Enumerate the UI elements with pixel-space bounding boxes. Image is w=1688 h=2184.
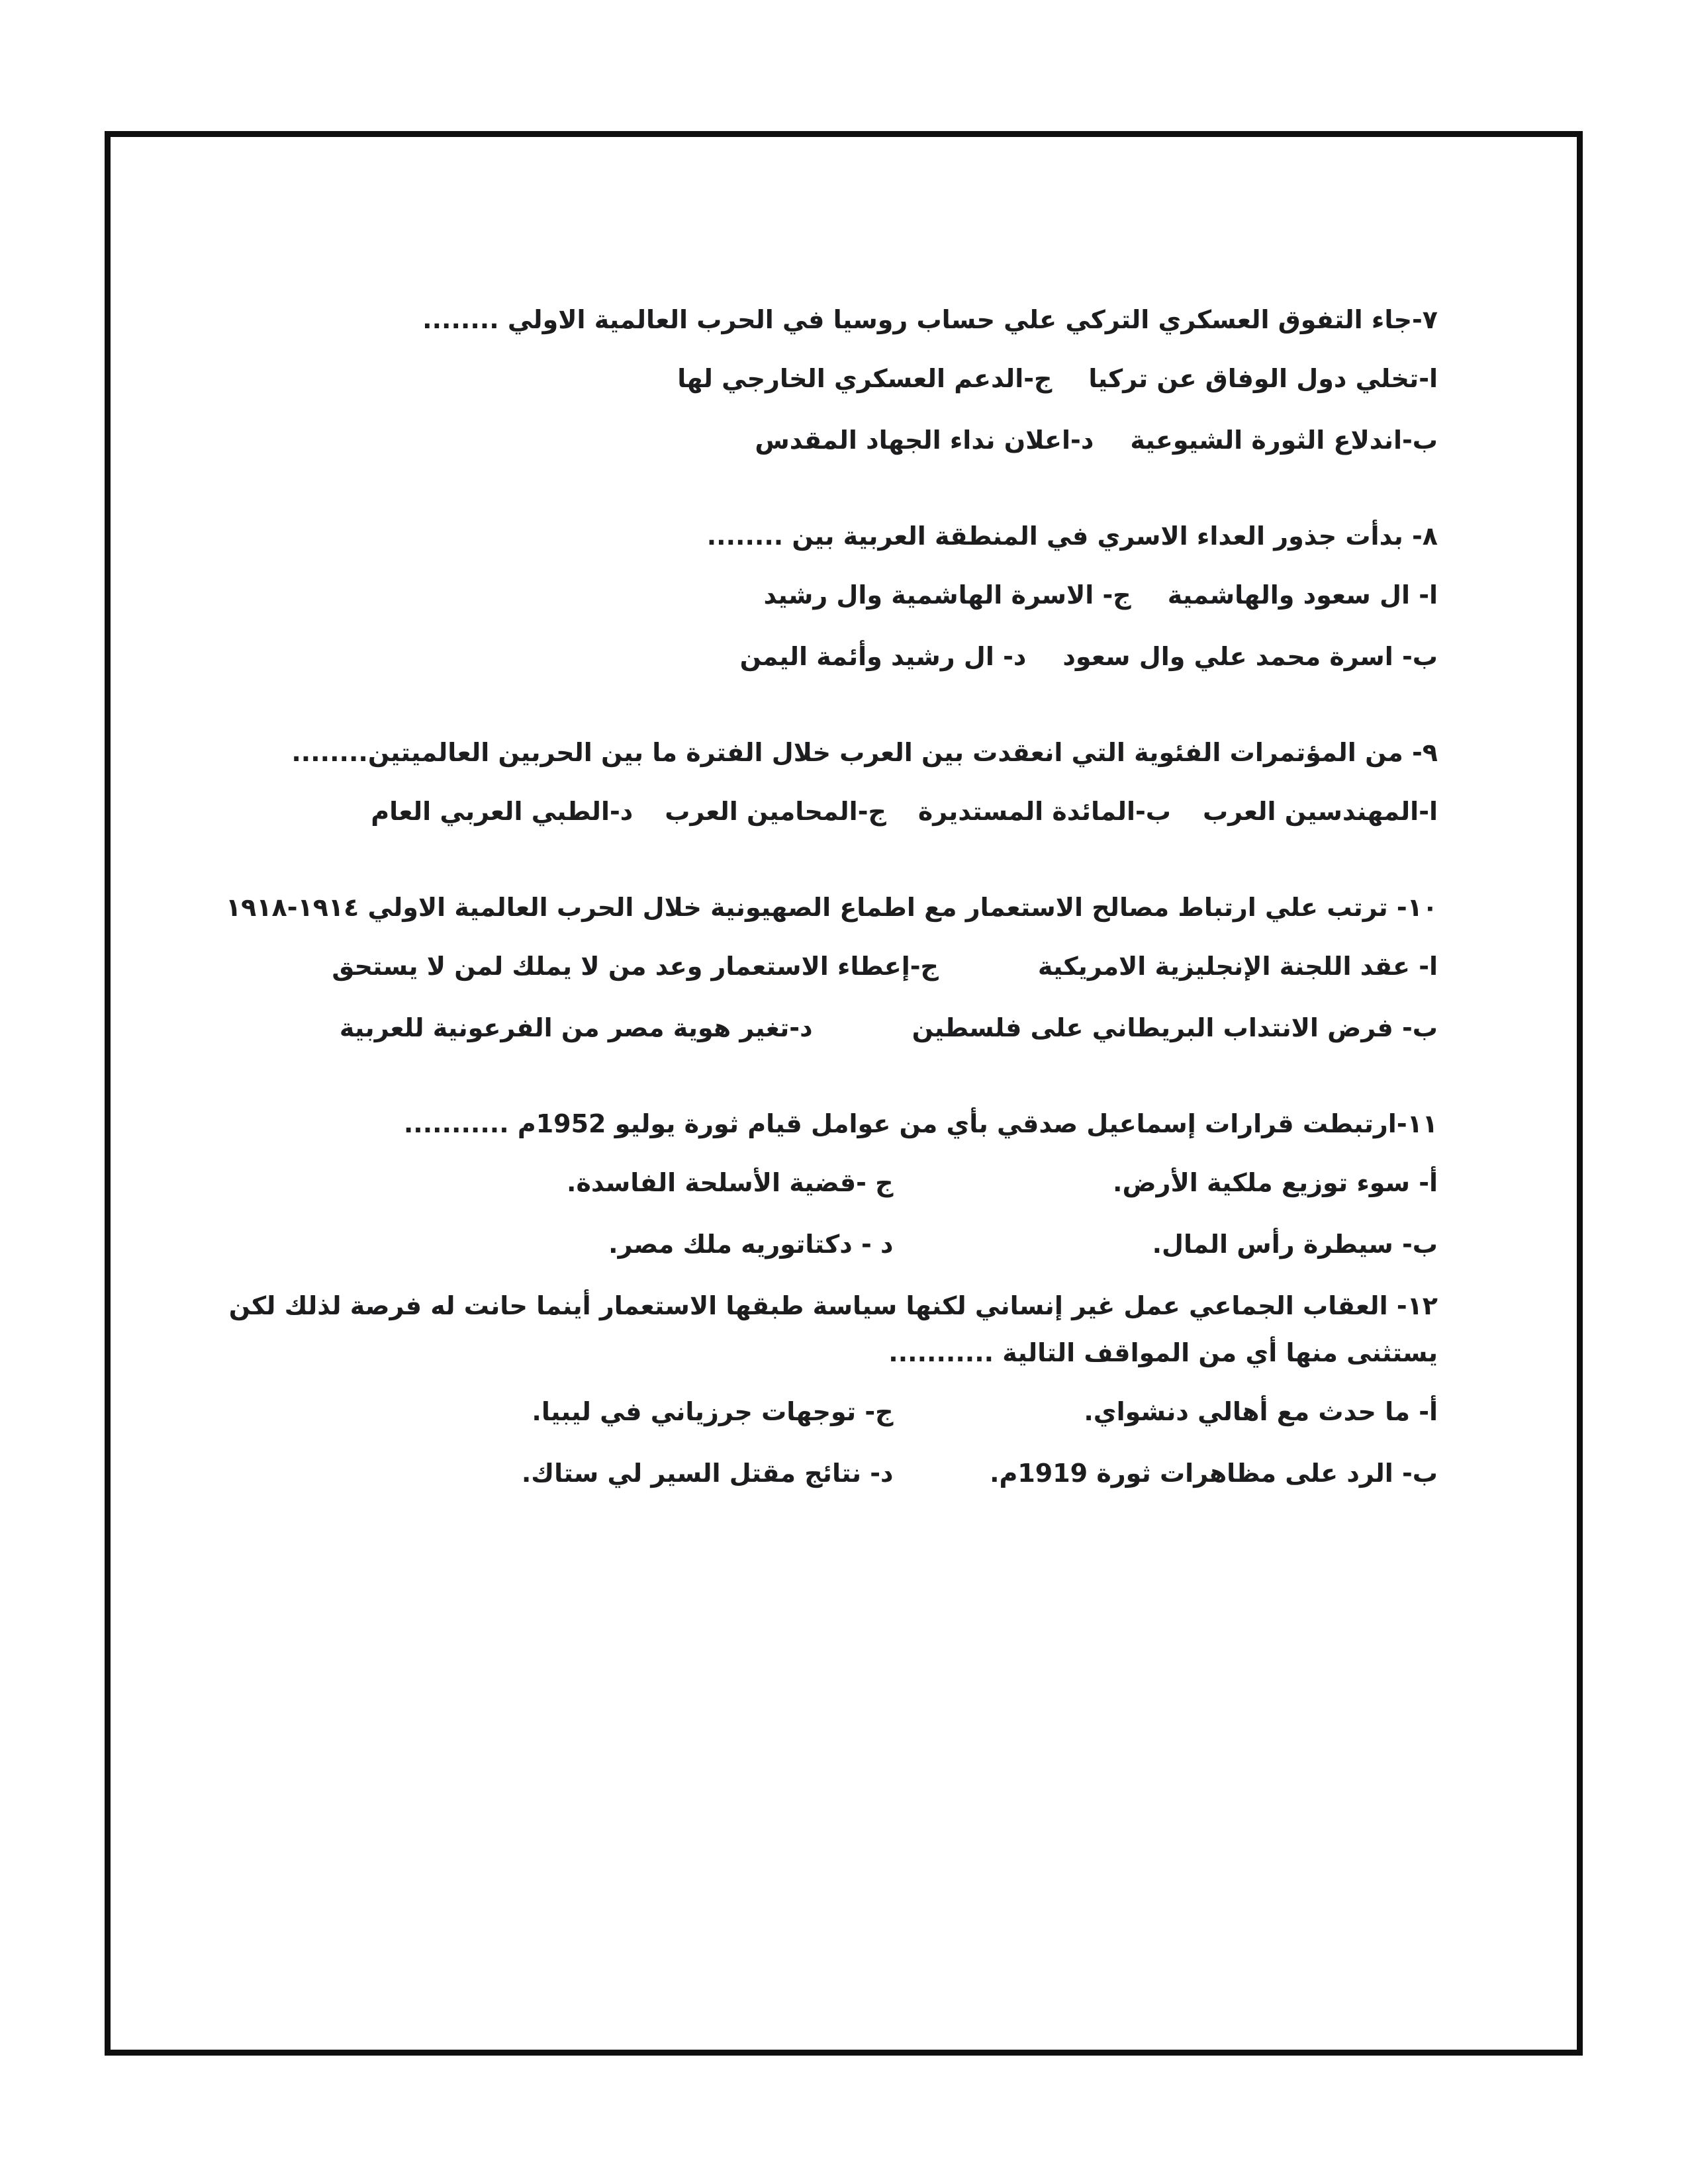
question-11 (279, 1105, 1438, 1263)
question-9-option-b: ب-المائدة المستديرة (917, 797, 1171, 826)
question-12-option-b: ب- الرد على مظاهرات ثورة 1919م. (990, 1459, 1438, 1488)
question-7-stem: ٧-جاء التفوق العسكري التركي علي حساب روسيا في الحرب العالمية الاولي ........ (422, 305, 1438, 334)
question-12-stem-line-1: ١٢- العقاب الجماعي عمل غير إنساني لكنها سياسة طبقها الاستعمار أينما حانت له فرصة لذلك لكن (228, 1291, 1438, 1320)
question-10-stem: ١٠- ترتب علي ارتباط مصالح الاستعمار مع اطماع الصهيونية خلال الحرب العالمية الاولي ١٩١٤-١٩١٨ (225, 893, 1438, 922)
question-8-options-row-2 (279, 638, 1438, 676)
question-7-option-c: ج-الدعم العسكري الخارجي لها (677, 364, 1053, 393)
question-7-options-row-1 (279, 360, 1438, 398)
question-8-option-a: ا- ال سعود والهاشمية (1167, 580, 1438, 610)
question-9-option-d: د-الطبي العربي العام (371, 797, 633, 826)
question-12 (228, 1287, 1438, 1492)
question-10-option-c: ج-إعطاء الاستعمار وعد من لا يملك لمن لا يستحق (332, 952, 939, 981)
question-7-option-a: ا-تخلي دول الوفاق عن تركيا (1088, 364, 1438, 393)
question-8-stem: ٨- بدأت جذور العداء الاسري في المنطقة العربية بين ........ (706, 522, 1438, 551)
question-9 (279, 734, 1438, 831)
question-9-stem: ٩- من المؤتمرات الفئوية التي انعقدت بين العرب خلال الفترة ما بين الحربين العالميتين........ (291, 738, 1438, 767)
question-10-option-d: د-تغير هوية مصر من الفرعونية للعربية (339, 1013, 813, 1042)
question-8-options-row-1 (279, 576, 1438, 614)
question-11-stem: ١١-ارتبطت قرارات إسماعيل صدقي بأي من عوامل قيام ثورة يوليو 1952م ........... (403, 1109, 1438, 1138)
question-8-option-d: د- ال رشيد وأئمة اليمن (739, 642, 1027, 671)
question-10-options-row-1 (279, 948, 1438, 985)
question-10-options-row-2 (279, 1009, 1438, 1047)
question-10 (225, 889, 1438, 1047)
exam-content (111, 137, 1577, 1492)
question-7-option-d: د-اعلان نداء الجهاد المقدس (755, 426, 1094, 455)
question-7-option-b: ب-اندلاع الثورة الشيوعية (1130, 426, 1438, 455)
question-12-option-d: د- نتائج مقتل السير لي ستاك. (521, 1459, 894, 1488)
question-9-options-row (279, 793, 1438, 831)
question-11-option-b: ب- سيطرة رأس المال. (1152, 1230, 1438, 1259)
question-10-option-a: ا- عقد اللجنة الإنجليزية الامريكية (1037, 952, 1438, 981)
question-11-option-d: د - دكتاتوريه ملك مصر. (608, 1230, 894, 1259)
question-9-option-a: ا-المهندسين العرب (1203, 797, 1438, 826)
question-11-option-a: أ- سوء توزيع ملكية الأرض. (1113, 1168, 1438, 1197)
question-12-options-row-1 (279, 1393, 1438, 1431)
question-9-option-c: ج-المحامين العرب (665, 797, 886, 826)
question-11-options-row-2 (279, 1226, 1438, 1263)
question-7 (279, 301, 1438, 459)
question-8 (279, 518, 1438, 676)
page-border-frame (105, 131, 1583, 2056)
question-11-options-row-1 (279, 1164, 1438, 1202)
question-10-option-b: ب- فرض الانتداب البريطاني على فلسطين (912, 1013, 1438, 1042)
question-12-options-row-2 (279, 1455, 1438, 1492)
question-11-option-c: ج -قضية الأسلحة الفاسدة. (567, 1168, 894, 1197)
question-12-option-a: أ- ما حدث مع أهالي دنشواي. (1084, 1397, 1438, 1426)
question-8-option-c: ج- الاسرة الهاشمية وال رشيد (763, 580, 1131, 610)
question-12-stem-line-2: يستثنى منها أي من المواقف التالية ........... (888, 1338, 1438, 1367)
question-12-option-c: ج- توجهات جرزياني في ليبيا. (532, 1397, 894, 1426)
question-8-option-b: ب- اسرة محمد علي وال سعود (1062, 642, 1438, 671)
question-7-options-row-2 (279, 422, 1438, 459)
